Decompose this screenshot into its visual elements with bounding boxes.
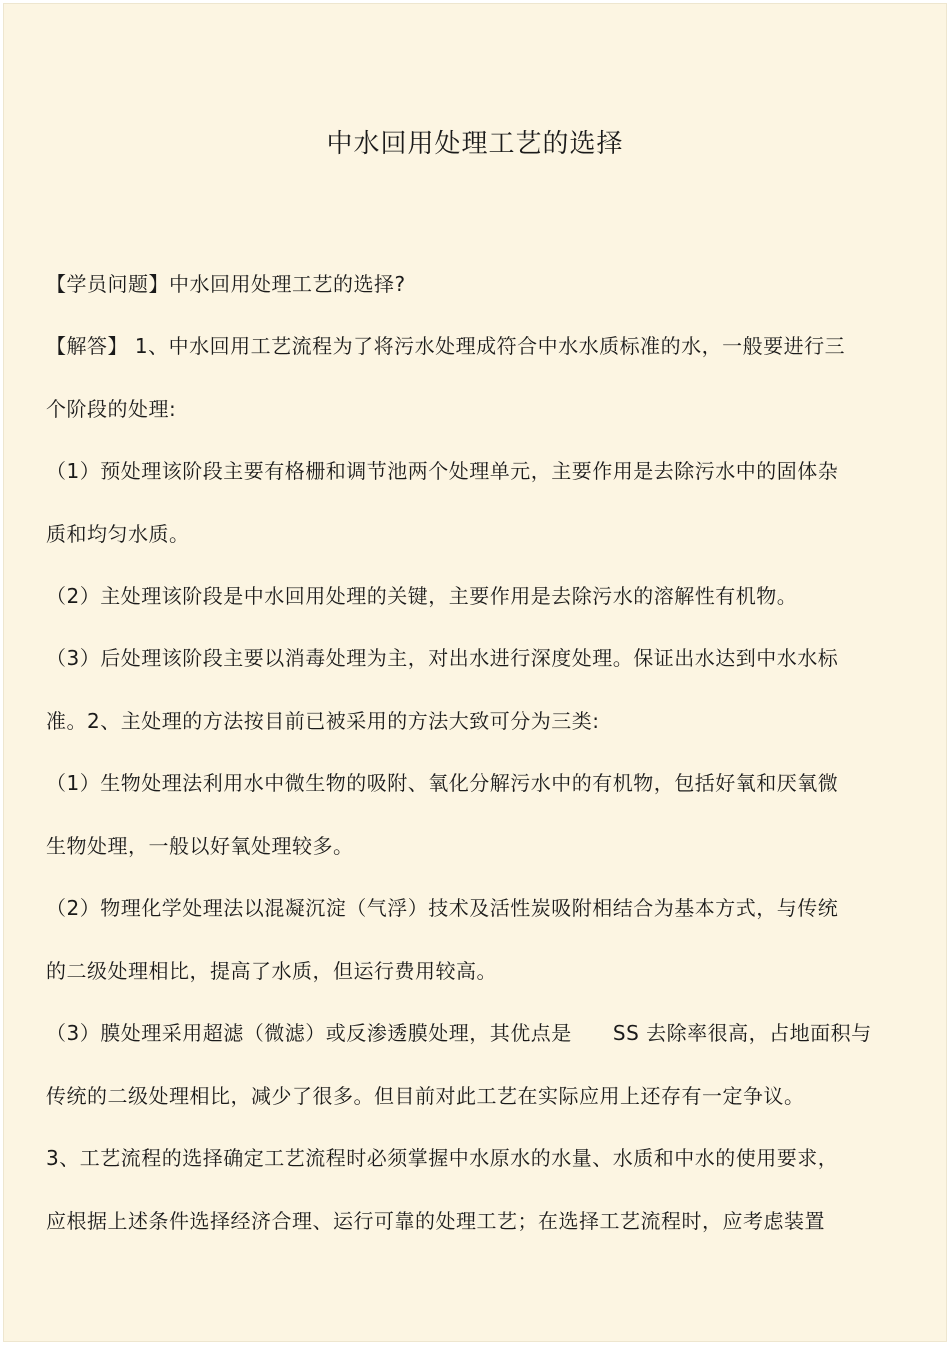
paragraph-line: （1）生物处理法利用水中微生物的吸附、氧化分解污水中的有机物，包括好氧和厌氧微 [46, 771, 839, 795]
document-title: 中水回用处理工艺的选择 [326, 129, 624, 159]
paragraph-line: （2）主处理该阶段是中水回用处理的关键，主要作用是去除污水的溶解性有机物。 [46, 584, 798, 608]
paragraph-line: 传统的二级处理相比，减少了很多。但目前对此工艺在实际应用上还存有一定争议。 [46, 1084, 805, 1108]
paragraph-line: （3）后处理该阶段主要以消毒处理为主，对出水进行深度处理。保证出水达到中水水标 [46, 646, 839, 670]
paragraph-line: 的二级处理相比，提高了水质，但运行费用较高。 [46, 959, 497, 983]
paragraph-line: 【学员问题】中水回用处理工艺的选择? [46, 272, 406, 296]
paragraph-line: （3）膜处理采用超滤（微滤）或反渗透膜处理，其优点是 SS 去除率很高，占地面积与 [46, 1021, 872, 1045]
paragraph-line: 应根据上述条件选择经济合理、运行可靠的处理工艺；在选择工艺流程时，应考虑装置 [46, 1209, 825, 1233]
paragraph-line: 3、工艺流程的选择确定工艺流程时必须掌握中水原水的水量、水质和中水的使用要求， [46, 1146, 839, 1170]
paragraph-line: 质和均匀水质。 [46, 522, 190, 546]
paragraph-line: 【解答】 1、中水回用工艺流程为了将污水处理成符合中水水质标准的水，一般要进行三 [46, 334, 846, 358]
document-page [3, 3, 947, 1342]
paragraph-line: 个阶段的处理: [46, 397, 177, 421]
paragraph-line: 生物处理，一般以好氧处理较多。 [46, 834, 354, 858]
paragraph-line: 准。2、主处理的方法按目前已被采用的方法大致可分为三类: [46, 709, 600, 733]
paragraph-line: （2）物理化学处理法以混凝沉淀（气浮）技术及活性炭吸附相结合为基本方式，与传统 [46, 896, 839, 920]
paragraph-line: （1）预处理该阶段主要有格栅和调节池两个处理单元，主要作用是去除污水中的固体杂 [46, 459, 839, 483]
